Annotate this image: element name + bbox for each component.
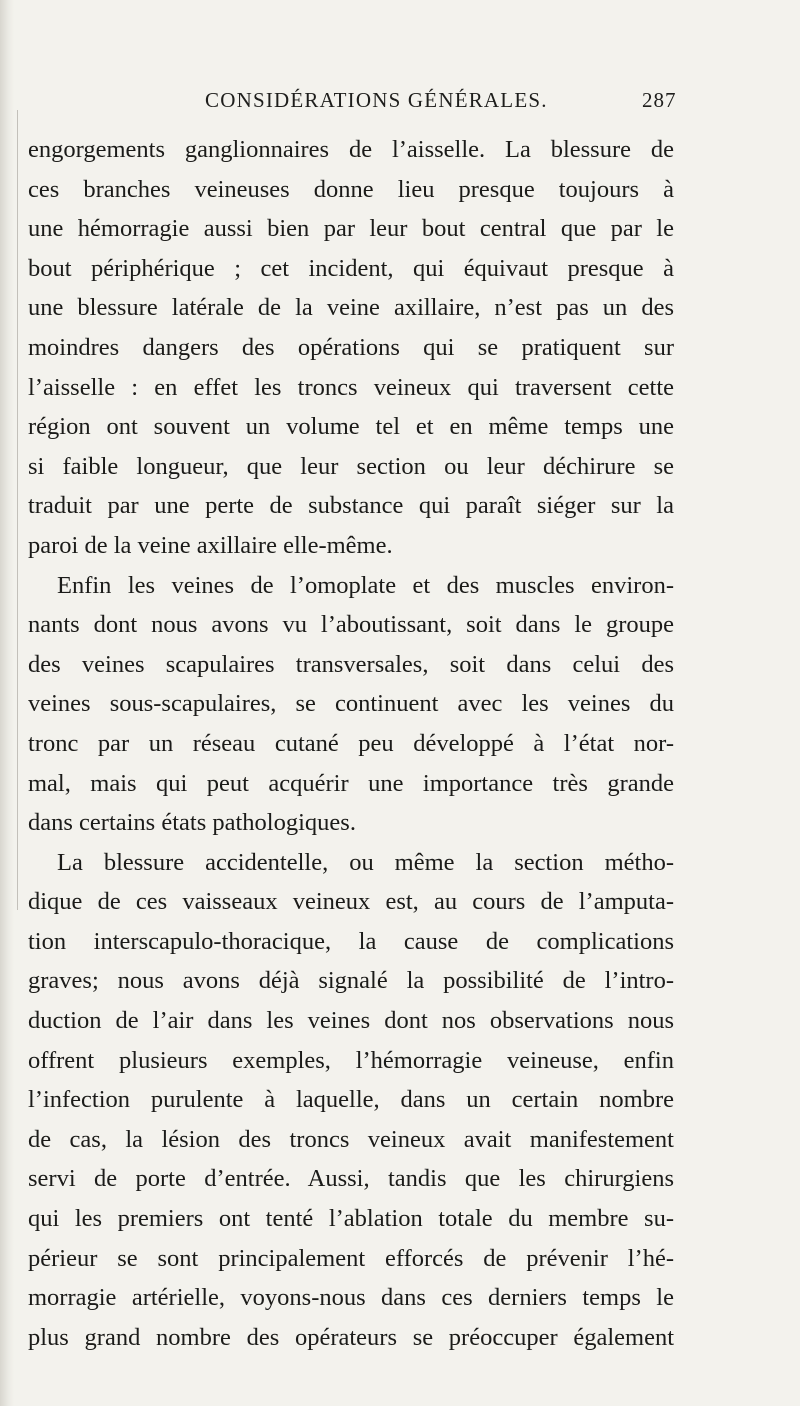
text-line: nants dont nous avons vu l’aboutissant, soit dans le groupe: [28, 611, 674, 639]
text-line: périeur se sont principalement efforcés de prévenir l’hé-: [28, 1244, 674, 1272]
text-line: ces branches veineuses donne lieu presque toujours à: [28, 175, 674, 203]
text-line: des veines scapulaires transversales, soit dans celui des: [28, 650, 674, 678]
text-line-paragraph-start: Enfin les veines de l’omoplate et des muscles environ-: [57, 571, 674, 599]
text-line-paragraph-end: paroi de la veine axillaire elle-même.: [28, 531, 393, 559]
page-number: 287: [642, 88, 677, 112]
text-line: une blessure latérale de la veine axillaire, n’est pas un des: [28, 294, 674, 322]
text-line: mal, mais qui peut acquérir une importance très grande: [28, 769, 674, 797]
text-line: servi de porte d’entrée. Aussi, tandis que les chirurgiens: [28, 1165, 674, 1193]
text-line: graves; nous avons déjà signalé la possibilité de l’intro-: [28, 967, 674, 995]
text-line: tronc par un réseau cutané peu développé à l’état nor-: [28, 729, 674, 757]
text-line: tion interscapulo-thoracique, la cause de complications: [28, 927, 674, 955]
text-line: l’aisselle : en effet les troncs veineux qui traversent cette: [28, 373, 674, 401]
text-line: duction de l’air dans les veines dont nos observations nous: [28, 1007, 674, 1035]
text-line: qui les premiers ont tenté l’ablation totale du membre su-: [28, 1205, 674, 1233]
text-line: région ont souvent un volume tel et en même temps une: [28, 413, 674, 441]
gutter-edge-line: [17, 110, 18, 910]
text-line-paragraph-end: dans certains états pathologiques.: [28, 809, 356, 837]
text-line: de cas, la lésion des troncs veineux avait manifestement: [28, 1125, 674, 1153]
text-line-paragraph-start: La blessure accidentelle, ou même la section métho-: [57, 848, 674, 876]
text-line: veines sous-scapulaires, se continuent avec les veines du: [28, 690, 674, 718]
text-line: si faible longueur, que leur section ou leur déchirure se: [28, 452, 674, 480]
text-line: une hémorragie aussi bien par leur bout central que par le: [28, 215, 674, 243]
text-line: moindres dangers des opérations qui se pratiquent sur: [28, 333, 674, 361]
text-line: engorgements ganglionnaires de l’aisselle. La blessure de: [28, 136, 674, 163]
text-line: bout périphérique ; cet incident, qui équivaut presque à: [28, 254, 674, 282]
body-text: [28, 130, 674, 1357]
text-line: plus grand nombre des opérateurs se préoccuper également: [28, 1323, 674, 1351]
text-line: dique de ces vaisseaux veineux est, au cours de l’amputa-: [28, 888, 674, 916]
text-line: l’infection purulente à laquelle, dans un certain nombre: [28, 1086, 674, 1114]
running-head-title: CONSIDÉRATIONS GÉNÉRALES.: [205, 88, 548, 112]
text-line: morragie artérielle, voyons-nous dans ces derniers temps le: [28, 1284, 674, 1312]
text-line: traduit par une perte de substance qui paraît siéger sur la: [28, 492, 674, 520]
binding-gutter-shadow: [0, 0, 14, 1406]
text-line: offrent plusieurs exemples, l’hémorragie veineuse, enfin: [28, 1046, 674, 1074]
